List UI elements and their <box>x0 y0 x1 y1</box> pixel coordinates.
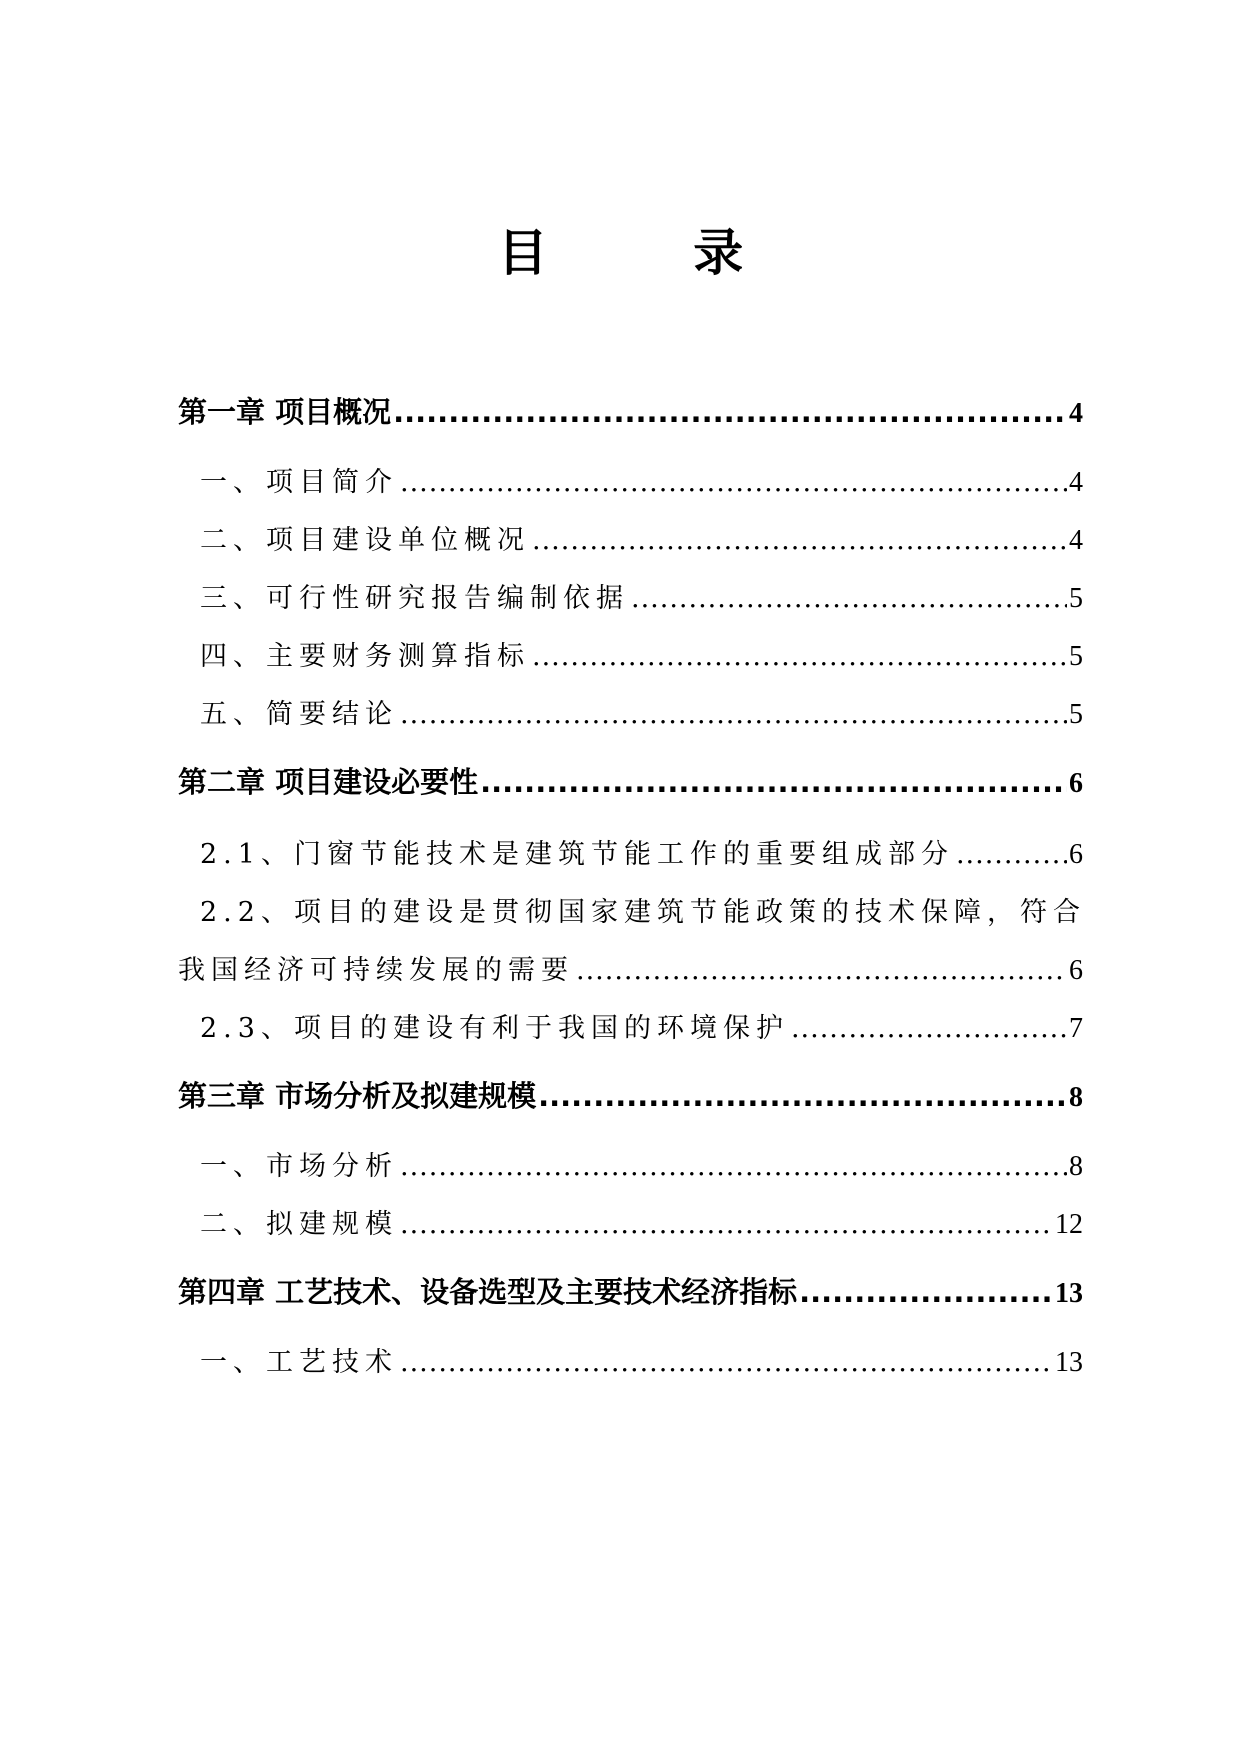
toc-section-2-2-line-1[interactable] <box>178 890 1086 929</box>
dot-leader <box>956 839 1067 870</box>
toc-page-number: 4 <box>1069 467 1083 498</box>
toc-section-1-2[interactable] <box>178 518 1083 557</box>
toc-page-number: 4 <box>1069 398 1083 429</box>
toc-page-number: 4 <box>1069 525 1083 556</box>
toc-section-2-2-line-2[interactable] <box>178 948 1083 987</box>
toc-section-2-1[interactable] <box>178 832 1083 871</box>
toc-page-number: 8 <box>1069 1151 1083 1182</box>
toc-page-number: 5 <box>1069 699 1083 730</box>
toc-page-number: 12 <box>1055 1209 1083 1240</box>
toc-page-number: 8 <box>1069 1082 1083 1113</box>
toc-entry-label: 我国经济可持续发展的需要 <box>178 955 574 986</box>
dot-leader <box>791 1013 1067 1044</box>
dot-leader <box>538 1079 1067 1113</box>
dot-leader <box>400 699 1067 730</box>
toc-page-number: 7 <box>1069 1013 1083 1044</box>
toc-entry-label: 二、项目建设单位概况 <box>200 525 530 556</box>
dot-leader <box>393 395 1067 429</box>
dot-leader <box>799 1275 1053 1309</box>
toc-entry-label: 第三章 市场分析及拟建规模 <box>178 1079 537 1113</box>
toc-page-number: 13 <box>1055 1347 1083 1378</box>
toc-section-3-2[interactable] <box>178 1202 1083 1241</box>
page-title: 目 录 <box>497 224 808 282</box>
toc-section-1-3[interactable] <box>178 576 1083 615</box>
toc-entry-label: 第四章 工艺技术、设备选型及主要技术经济指标 <box>178 1275 798 1309</box>
toc-page-number: 6 <box>1069 768 1083 799</box>
dot-leader <box>400 1151 1067 1182</box>
dot-leader <box>400 1347 1053 1378</box>
toc-entry-label: 一、工艺技术 <box>200 1347 398 1378</box>
toc-section-3-1[interactable] <box>178 1144 1083 1183</box>
dot-leader <box>480 765 1067 799</box>
toc-entry-label: 一、项目简介 <box>200 467 398 498</box>
dot-leader <box>400 1209 1053 1240</box>
toc-entry-label: 五、简要结论 <box>200 699 398 730</box>
dot-leader <box>400 467 1067 498</box>
dot-leader <box>576 955 1067 986</box>
toc-page-number: 6 <box>1069 839 1083 870</box>
dot-leader <box>532 525 1067 556</box>
toc-chapter-3[interactable] <box>178 1074 1083 1115</box>
toc-entry-label: 2.1、门窗节能技术是建筑节能工作的重要组成部分 <box>200 839 954 870</box>
dot-leader <box>532 641 1067 672</box>
toc-entry-label: 第二章 项目建设必要性 <box>178 765 479 799</box>
toc-entry-label: 二、拟建规模 <box>200 1209 398 1240</box>
toc-chapter-2[interactable] <box>178 760 1083 801</box>
toc-page-number: 5 <box>1069 641 1083 672</box>
toc-entry-label: 第一章 项目概况 <box>178 395 392 429</box>
toc-section-2-3[interactable] <box>178 1006 1083 1045</box>
toc-entry-label: 四、主要财务测算指标 <box>200 641 530 672</box>
toc-entry-label: 2.2、项目的建设是贯彻国家建筑节能政策的技术保障，符合 <box>200 897 1086 928</box>
toc-section-1-1[interactable] <box>178 460 1083 499</box>
toc-section-4-1[interactable] <box>178 1340 1083 1379</box>
toc-section-1-4[interactable] <box>178 634 1083 673</box>
toc-page-number: 5 <box>1069 583 1083 614</box>
toc-page-number: 13 <box>1055 1278 1083 1309</box>
toc-entry-label: 2.3、项目的建设有利于我国的环境保护 <box>200 1013 789 1044</box>
toc-page-number: 6 <box>1069 955 1083 986</box>
toc-chapter-1[interactable] <box>178 390 1083 431</box>
toc-section-1-5[interactable] <box>178 692 1083 731</box>
toc-entry-label: 三、可行性研究报告编制依据 <box>200 583 629 614</box>
dot-leader <box>631 583 1067 614</box>
toc-chapter-4[interactable] <box>178 1270 1083 1311</box>
toc-entry-label: 一、市场分析 <box>200 1151 398 1182</box>
